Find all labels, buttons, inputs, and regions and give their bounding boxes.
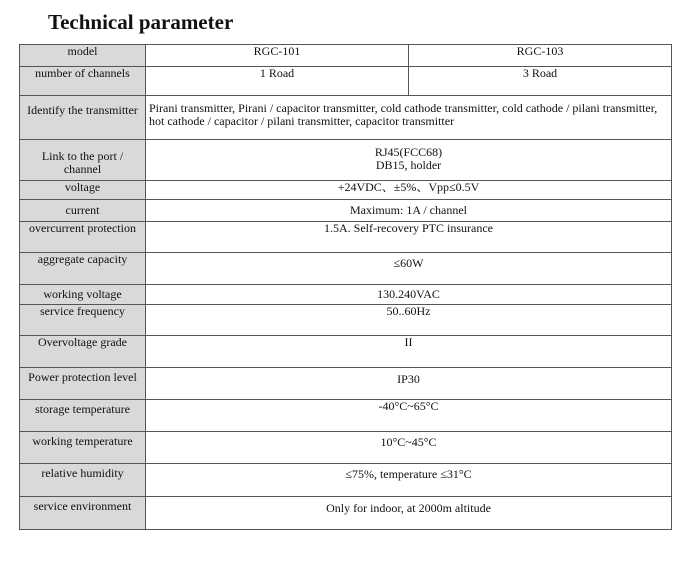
table-row: [20, 285, 672, 305]
working-temperature-value: 10°C~45°C: [146, 432, 672, 464]
row-label: working temperature: [20, 432, 146, 464]
row-label: storage temperature: [20, 400, 146, 432]
row-label: current: [20, 200, 146, 222]
table-row: [20, 400, 672, 432]
table-row: [20, 200, 672, 222]
overvoltage-value: II: [146, 336, 672, 368]
page-title: Technical parameter: [48, 10, 234, 34]
row-label: number of channels: [20, 67, 146, 96]
table-row: [20, 368, 672, 400]
row-label: Overvoltage grade: [20, 336, 146, 368]
row-label: Identify the transmitter: [20, 96, 146, 140]
frequency-value: 50..60Hz: [146, 305, 672, 336]
row-label: voltage: [20, 181, 146, 200]
voltage-value: +24VDC、±5%、Vpp≤0.5V: [146, 181, 672, 200]
row-label: Power protection level: [20, 368, 146, 400]
table-row: [20, 96, 672, 140]
table-row-model: [20, 45, 672, 67]
channels-rgc-101: 1 Road: [146, 67, 409, 96]
row-label: model: [20, 45, 146, 67]
row-label: working voltage: [20, 285, 146, 305]
port-value: [146, 140, 672, 181]
storage-temperature-value: -40°C~65°C: [146, 400, 672, 432]
capacity-value: ≤60W: [146, 253, 672, 285]
port-value-line-2: DB15, holder: [375, 158, 442, 172]
table-row: [20, 222, 672, 253]
transmitter-value: Pirani transmitter, Pirani / capacitor transmitter, cold cathode transmitter, cold cathode / pilani transmitter, hot cathode / capacitor / pilani transmitter, capacitor transmitter: [146, 96, 672, 140]
table-row: [20, 140, 672, 181]
humidity-value: ≤75%, temperature ≤31°C: [146, 464, 672, 497]
overcurrent-value: 1.5A. Self-recovery PTC insurance: [146, 222, 672, 253]
table-row: [20, 336, 672, 368]
environment-value: Only for indoor, at 2000m altitude: [146, 497, 672, 530]
model-rgc-101: RGC-101: [146, 45, 409, 67]
table-row: [20, 181, 672, 200]
working-voltage-value: 130.240VAC: [146, 285, 672, 305]
protection-value: IP30: [146, 368, 672, 400]
table-row: [20, 464, 672, 497]
model-rgc-103: RGC-103: [409, 45, 672, 67]
table-row: [20, 497, 672, 530]
row-label: relative humidity: [20, 464, 146, 497]
table-row: [20, 253, 672, 285]
table-row: [20, 432, 672, 464]
channels-rgc-103: 3 Road: [409, 67, 672, 96]
table-row: [20, 305, 672, 336]
row-label: aggregate capacity: [20, 253, 146, 285]
port-value-line-1: RJ45(FCC68): [374, 145, 443, 159]
table-row-channels: [20, 67, 672, 96]
row-label: service environment: [20, 497, 146, 530]
row-label: overcurrent protection: [20, 222, 146, 253]
row-label: service frequency: [20, 305, 146, 336]
current-value: Maximum: 1A / channel: [146, 200, 672, 222]
technical-parameter-table: [19, 44, 672, 530]
row-label: Link to the port / channel: [20, 140, 146, 181]
